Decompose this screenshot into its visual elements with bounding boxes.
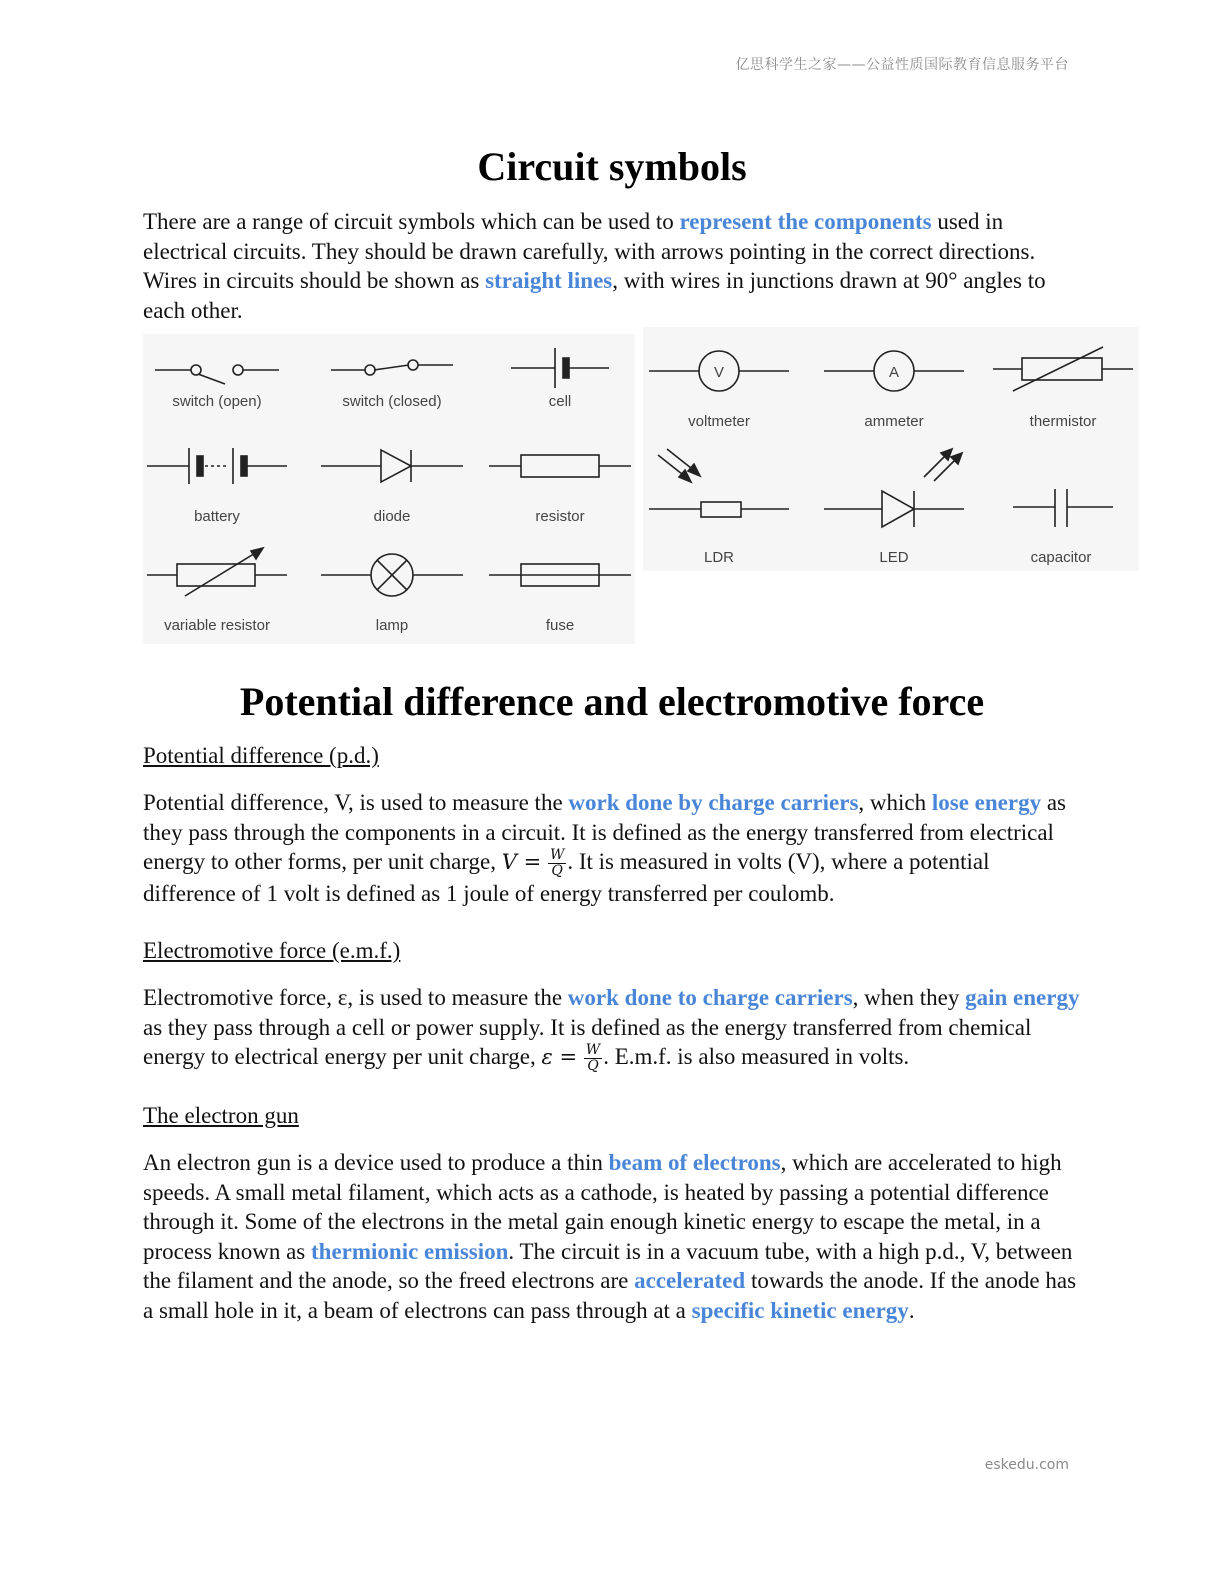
math-lhs-epsilon: ε = [541, 1045, 578, 1069]
header-note: 亿思科学生之家——公益性质国际教育信息服务平台 [735, 57, 1069, 73]
fuse-symbol [489, 564, 631, 586]
footer-note: eskedu.com [984, 1457, 1069, 1473]
ldr-symbol [649, 449, 789, 517]
label-lamp: lamp [375, 617, 409, 634]
cell-symbol [511, 348, 609, 388]
ammeter-letter: A [888, 364, 900, 381]
diode-symbol [321, 450, 463, 482]
text-run: , when they [852, 985, 966, 1010]
subheading-electron-gun: The electron gun [143, 1103, 299, 1128]
label-diode: diode [373, 508, 411, 525]
circuit-symbols-left-svg [143, 334, 635, 644]
label-thermistor: thermistor [1029, 413, 1097, 430]
highlight-thermionic-emission: thermionic emission [311, 1238, 509, 1264]
led-symbol [824, 449, 964, 527]
highlight-specific-kinetic-energy: specific kinetic energy [691, 1297, 909, 1323]
text-run: There are a range of circuit symbols which can be used to [143, 209, 680, 234]
highlight-accelerated: accelerated [634, 1268, 746, 1293]
section-title-circuit-symbols: Circuit symbols [477, 144, 747, 189]
circuit-symbols-panel-right [643, 327, 1139, 571]
text-run: , with wires in junctions drawn at 90° angles to each other. [143, 268, 1046, 323]
highlight-beam-of-electrons: beam of electrons [608, 1150, 781, 1175]
highlight-lose-energy: lose energy [931, 790, 1042, 815]
battery-symbol [147, 448, 287, 484]
fraction-w-over-q [584, 1043, 602, 1074]
highlight-gain-energy: gain energy [965, 985, 1080, 1010]
label-fuse: fuse [545, 617, 575, 634]
label-battery: battery [194, 508, 240, 525]
switch-open-symbol [155, 365, 279, 384]
text-run: An electron gun is a device used to produce a thin [143, 1150, 609, 1175]
highlight-represent-components: represent the components [679, 209, 932, 234]
lamp-symbol [321, 554, 463, 596]
emf-paragraph [143, 983, 1083, 1074]
text-run: as they pass through a cell or power supply. It is defined as the energy transferred from chemical energy to electrical energy per unit charge, [143, 1014, 1032, 1069]
highlight-straight-lines: straight lines [485, 268, 613, 293]
text-run: . The circuit is in a vacuum tube, with a high p.d., V, between the filament and the anode, so the freed electrons are [143, 1238, 1073, 1293]
label-cell: cell [548, 393, 572, 410]
subheading-potential-difference: Potential difference (p.d.) [143, 743, 379, 768]
fraction-denominator: Q [551, 863, 563, 880]
text-run: . E.m.f. is also measured in volts. [603, 1044, 910, 1069]
label-ammeter: ammeter [864, 413, 924, 430]
text-run: used in electrical circuits. They should be drawn carefully, with arrows pointing in the correct directions. Wires in circuits should be shown as [143, 209, 1036, 293]
label-switch-closed: switch (closed) [342, 393, 442, 410]
voltmeter-letter: V [713, 364, 725, 381]
highlight-work-done-by: work done by charge carriers [568, 790, 859, 815]
text-run: . [908, 1297, 915, 1323]
text-run: Electromotive force, ε, is used to measure the [143, 985, 568, 1010]
text-run: Potential difference, V, is used to measure the [143, 790, 569, 815]
label-switch-open: switch (open) [172, 393, 262, 410]
fraction-numerator: W [585, 1042, 601, 1059]
label-variable-resistor: variable resistor [164, 617, 270, 634]
label-led: LED [879, 549, 909, 566]
circuit-symbols-right-svg [643, 327, 1139, 571]
subheading-electromotive-force: Electromotive force (e.m.f.) [143, 938, 401, 963]
electron-gun-paragraph [143, 1148, 1083, 1325]
text-run: as they pass through the components in a circuit. It is defined as the energy transferred from electrical energy to other forms, per unit charge, [143, 790, 1067, 874]
thermistor-symbol [993, 347, 1133, 391]
pd-paragraph [143, 788, 1083, 909]
capacitor-symbol [1013, 489, 1113, 527]
switch-closed-symbol [331, 360, 453, 375]
text-run: , which [858, 790, 932, 815]
intro-paragraph [143, 207, 1083, 325]
variable-resistor-symbol [147, 548, 287, 596]
label-ldr: LDR [703, 549, 735, 566]
fraction-denominator: Q [587, 1058, 599, 1075]
label-voltmeter: voltmeter [688, 413, 750, 430]
text-run: towards the anode. If the anode has a small hole in it, a beam of electrons can pass through at a [143, 1268, 1077, 1323]
text-run: , which are accelerated to high speeds. A small metal filament, which acts as a cathode, is heated by passing a potential difference through it. Some of the electrons in the metal gain enough kinetic energy to escape the metal, in a process known as [143, 1150, 1062, 1264]
circuit-symbols-panel-left [143, 334, 635, 644]
highlight-work-done-to: work done to charge carriers [567, 985, 853, 1010]
fraction-numerator: W [549, 847, 565, 864]
fraction-w-over-q [548, 848, 566, 879]
math-lhs-v: V = [501, 850, 542, 874]
resistor-symbol [489, 455, 631, 477]
label-capacitor: capacitor [1030, 549, 1092, 566]
text-run: . It is measured in volts (V), where a potential difference of 1 volt is defined as 1 joule of energy transferred per coulomb. [143, 849, 990, 907]
section-title-pd-emf: Potential difference and electromotive force [239, 679, 985, 724]
label-resistor: resistor [535, 508, 585, 525]
